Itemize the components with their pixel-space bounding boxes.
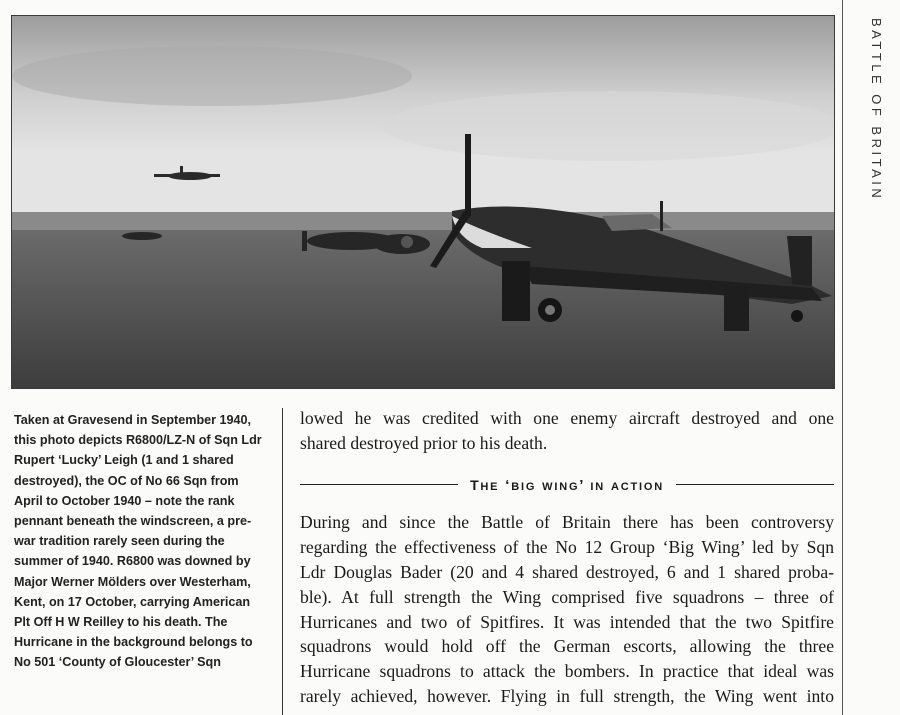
intro-paragraph	[300, 406, 834, 456]
heading-rule-left	[300, 484, 458, 485]
text-line: shared destroyed prior to his death.	[300, 432, 548, 453]
page-edge-rule	[842, 0, 843, 715]
text-line: Hurricane squadrons to attack the bombers. In practice that ideal was	[300, 661, 834, 682]
text-line: lowed he was credited with one enemy aircraft destroyed and one	[300, 408, 834, 428]
text-line: During and since the Battle of Britain there has been controversy	[300, 512, 834, 533]
heading-rule-right	[676, 484, 834, 485]
running-head: BATTLE OF BRITAIN	[869, 18, 884, 202]
heading-text: the ‘big wing’ in action	[470, 472, 664, 495]
text-line: Hurricanes and two of Spitfires. It was intended that the two Spitfire	[300, 611, 834, 632]
main-paragraph	[300, 510, 834, 708]
text-line: ble). At full strength the Wing comprised five squadrons – three of	[300, 586, 834, 607]
text-line: Ldr Douglas Bader (20 and 4 shared destroyed, 6 and 1 shared proba-	[300, 561, 834, 582]
text-line: regarding the effectiveness of the No 12 Group ‘Big Wing’ led by Sqn	[300, 537, 834, 558]
airfield-photo	[11, 15, 835, 389]
text-line: squadrons would hold off the German escorts, allowing the three	[300, 636, 834, 657]
spitfire-airfield-illustration	[12, 16, 834, 388]
text-line: rarely achieved, however. Flying in full strength, the Wing went into	[300, 685, 834, 706]
column-rule	[282, 408, 283, 715]
horizon	[12, 212, 834, 232]
section-heading	[300, 472, 834, 499]
photo-caption: Taken at Gravesend in September 1940, this photo depicts R6800/LZ-N of Sqn Ldr Rupert ‘Lucky’ Leigh (1 and 1 shared destroyed), the OC of No 66 Sqn from April to October 1940 – note the rank pennant beneath the windscreen, a pre-war tradition rarely seen during the summer of 1940. R6800 was downed by Major Werner Mölders over Westerham, Kent, on 17 October, carrying American Plt Off H W Reilley to his death. The Hurricane in the background belongs to No 501 ‘County of Gloucester’ Sqn	[14, 413, 262, 670]
body-text	[300, 406, 834, 709]
